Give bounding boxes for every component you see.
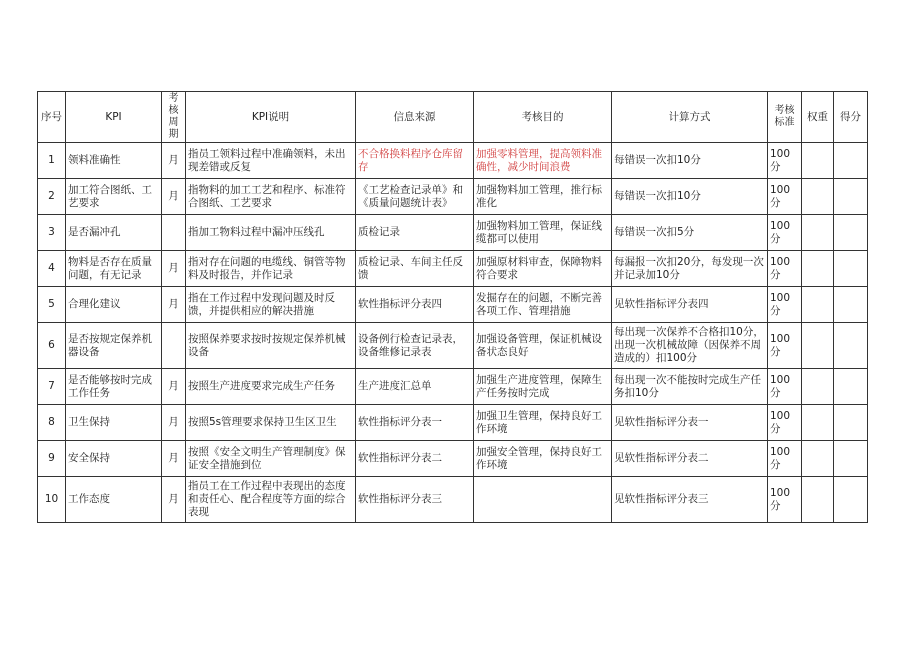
cell-purpose: 加强生产进度管理，保障生产任务按时完成 <box>474 369 612 405</box>
cell-seq: 1 <box>38 143 66 179</box>
cell-purpose: 加强卫生管理，保持良好工作环境 <box>474 405 612 441</box>
cell-kpi: 合理化建议 <box>66 287 162 323</box>
cell-source: 软性指标评分表二 <box>356 441 474 477</box>
cell-kpi: 物料是否存在质量问题，有无记录 <box>66 251 162 287</box>
table-row <box>38 179 868 215</box>
header-weight: 权重 <box>802 92 834 143</box>
table-row <box>38 477 868 523</box>
cell-kpi: 安全保持 <box>66 441 162 477</box>
cell-source: 软性指标评分表四 <box>356 287 474 323</box>
header-standard: 考核标准 <box>768 92 802 143</box>
cell-seq: 4 <box>38 251 66 287</box>
cell-score <box>834 143 868 179</box>
cell-desc: 按照保养要求按时按规定保养机械设备 <box>186 323 356 369</box>
cell-desc: 指加工物料过程中漏冲压线孔 <box>186 215 356 251</box>
cell-purpose: 加强安全管理，保持良好工作环境 <box>474 441 612 477</box>
cell-source: 《工艺检查记录单》和《质量问题统计表》 <box>356 179 474 215</box>
cell-desc: 指员工领料过程中准确领料，未出现差错或反复 <box>186 143 356 179</box>
cell-purpose: 加强物料加工管理，推行标准化 <box>474 179 612 215</box>
cell-method: 每错误一次扣10分 <box>612 143 768 179</box>
header-period: 考核周期 <box>162 92 186 143</box>
table-row <box>38 215 868 251</box>
header-score: 得分 <box>834 92 868 143</box>
cell-standard: 100分 <box>768 179 802 215</box>
cell-seq: 3 <box>38 215 66 251</box>
cell-purpose: 发掘存在的问题，不断完善各项工作、管理措施 <box>474 287 612 323</box>
cell-seq: 9 <box>38 441 66 477</box>
cell-score <box>834 477 868 523</box>
cell-source: 生产进度汇总单 <box>356 369 474 405</box>
cell-kpi: 工作态度 <box>66 477 162 523</box>
table-row <box>38 441 868 477</box>
cell-desc: 按照《安全文明生产管理制度》保证安全措施到位 <box>186 441 356 477</box>
header-kpi: KPI <box>66 92 162 143</box>
cell-purpose: 加强物料加工管理，保证线缆都可以使用 <box>474 215 612 251</box>
cell-method: 每漏报一次扣20分，每发现一次并记录加10分 <box>612 251 768 287</box>
cell-purpose: 加强零料管理，提高领料准确性，减少时间浪费 <box>474 143 612 179</box>
cell-method: 每错误一次扣10分 <box>612 179 768 215</box>
header-source: 信息来源 <box>356 92 474 143</box>
header-method: 计算方式 <box>612 92 768 143</box>
cell-standard: 100分 <box>768 251 802 287</box>
cell-purpose: 加强原材料审查，保障物料符合要求 <box>474 251 612 287</box>
table-header-row <box>38 92 868 143</box>
cell-period: 月 <box>162 477 186 523</box>
cell-period: 月 <box>162 143 186 179</box>
cell-purpose <box>474 477 612 523</box>
cell-seq: 10 <box>38 477 66 523</box>
cell-standard: 100分 <box>768 215 802 251</box>
table-row <box>38 369 868 405</box>
cell-standard: 100分 <box>768 287 802 323</box>
cell-kpi: 是否漏冲孔 <box>66 215 162 251</box>
cell-seq: 8 <box>38 405 66 441</box>
cell-desc: 指在工作过程中发现问题及时反馈，并提供相应的解决措施 <box>186 287 356 323</box>
cell-period: 月 <box>162 179 186 215</box>
cell-source: 不合格换料程序仓库留存 <box>356 143 474 179</box>
cell-method: 每错误一次扣5分 <box>612 215 768 251</box>
header-seq: 序号 <box>38 92 66 143</box>
cell-period: 月 <box>162 441 186 477</box>
cell-standard: 100分 <box>768 143 802 179</box>
cell-weight <box>802 441 834 477</box>
cell-source: 软性指标评分表三 <box>356 477 474 523</box>
cell-seq: 7 <box>38 369 66 405</box>
header-desc: KPI说明 <box>186 92 356 143</box>
cell-seq: 2 <box>38 179 66 215</box>
cell-source: 质检记录、车间主任反馈 <box>356 251 474 287</box>
cell-weight <box>802 143 834 179</box>
cell-kpi: 卫生保持 <box>66 405 162 441</box>
table-row <box>38 251 868 287</box>
cell-period: 月 <box>162 287 186 323</box>
cell-weight <box>802 369 834 405</box>
table-row <box>38 143 868 179</box>
cell-purpose: 加强设备管理，保证机械设备状态良好 <box>474 323 612 369</box>
cell-score <box>834 323 868 369</box>
table-row <box>38 287 868 323</box>
cell-desc: 按照5s管理要求保持卫生区卫生 <box>186 405 356 441</box>
cell-standard: 100分 <box>768 323 802 369</box>
cell-period: 月 <box>162 405 186 441</box>
cell-period <box>162 323 186 369</box>
cell-source: 质检记录 <box>356 215 474 251</box>
cell-weight <box>802 215 834 251</box>
cell-standard: 100分 <box>768 369 802 405</box>
cell-method: 见软性指标评分表三 <box>612 477 768 523</box>
cell-kpi: 领料准确性 <box>66 143 162 179</box>
cell-kpi: 是否按规定保养机器设备 <box>66 323 162 369</box>
cell-period <box>162 215 186 251</box>
cell-period: 月 <box>162 251 186 287</box>
cell-weight <box>802 323 834 369</box>
cell-weight <box>802 477 834 523</box>
cell-method: 每出现一次保养不合格扣10分，出现一次机械故障（因保养不周造成的）扣100分 <box>612 323 768 369</box>
cell-source: 软性指标评分表一 <box>356 405 474 441</box>
cell-score <box>834 369 868 405</box>
cell-method: 见软性指标评分表四 <box>612 287 768 323</box>
cell-score <box>834 251 868 287</box>
cell-weight <box>802 251 834 287</box>
cell-method: 见软性指标评分表一 <box>612 405 768 441</box>
cell-period: 月 <box>162 369 186 405</box>
cell-method: 每出现一次不能按时完成生产任务扣10分 <box>612 369 768 405</box>
cell-score <box>834 405 868 441</box>
cell-kpi: 是否能够按时完成工作任务 <box>66 369 162 405</box>
cell-score <box>834 441 868 477</box>
cell-weight <box>802 287 834 323</box>
header-purpose: 考核目的 <box>474 92 612 143</box>
cell-method: 见软性指标评分表二 <box>612 441 768 477</box>
cell-score <box>834 215 868 251</box>
cell-kpi: 加工符合图纸、工艺要求 <box>66 179 162 215</box>
cell-standard: 100分 <box>768 405 802 441</box>
cell-weight <box>802 179 834 215</box>
cell-desc: 指物料的加工工艺和程序、标准符合图纸、工艺要求 <box>186 179 356 215</box>
kpi-table <box>37 91 868 523</box>
cell-seq: 5 <box>38 287 66 323</box>
cell-seq: 6 <box>38 323 66 369</box>
cell-score <box>834 287 868 323</box>
cell-source: 设备例行检查记录表，设备维修记录表 <box>356 323 474 369</box>
cell-standard: 100分 <box>768 477 802 523</box>
table-row <box>38 323 868 369</box>
table-row <box>38 405 868 441</box>
cell-desc: 指对存在问题的电缆线、铜管等物料及时报告，并作记录 <box>186 251 356 287</box>
cell-standard: 100分 <box>768 441 802 477</box>
cell-desc: 按照生产进度要求完成生产任务 <box>186 369 356 405</box>
cell-weight <box>802 405 834 441</box>
cell-desc: 指员工在工作过程中表现出的态度和责任心、配合程度等方面的综合表现 <box>186 477 356 523</box>
cell-score <box>834 179 868 215</box>
